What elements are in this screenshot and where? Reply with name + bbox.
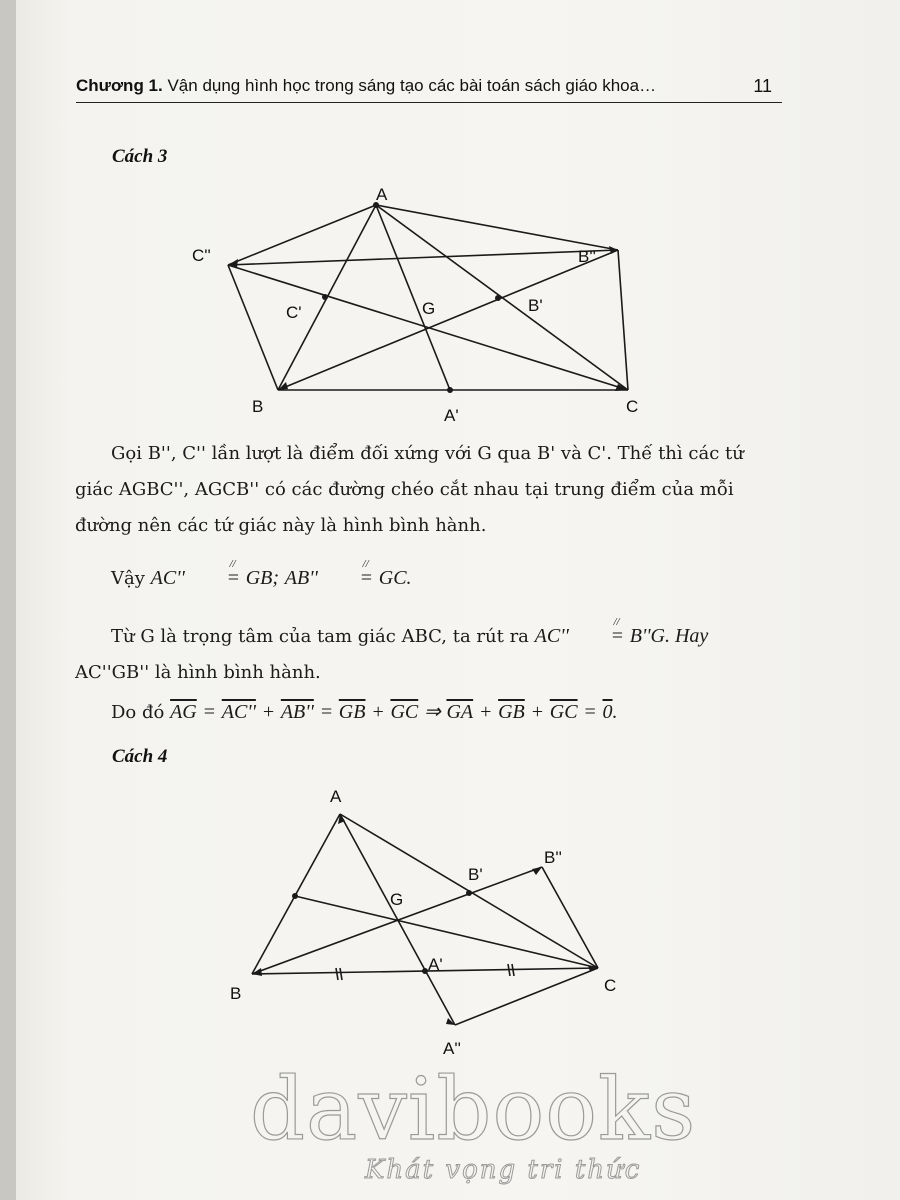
op: = xyxy=(319,701,334,723)
fig3-label-A: A xyxy=(376,185,388,204)
fig4-label-A1: A' xyxy=(428,955,443,974)
vector-GB: $\overline{GB}$ xyxy=(338,701,366,723)
op: + xyxy=(261,701,276,723)
fig4-label-A: A xyxy=(330,787,342,806)
paragraph-definition xyxy=(75,436,782,544)
eq1-left: AC'' xyxy=(150,567,185,589)
vector-AG: $\overline{AG}$ xyxy=(170,701,197,723)
fig3-label-B1: B' xyxy=(528,296,543,315)
vector-GC-2: $\overline{GC}$ xyxy=(549,701,578,723)
op: ⇒ xyxy=(423,701,441,723)
fig4-label-B: B xyxy=(230,984,242,1003)
eq2-right: GC. xyxy=(378,567,412,589)
paragraph-text: Gọi B'', C'' lần lượt là điểm đối xứng với G qua B' và C'. Thế thì các tứ giác AGBC'', AGCB'' có các đường chéo cắt nhau tại trung điểm của mỗi đường nên các tứ giác này là hình bình hành. xyxy=(75,443,744,536)
op: = xyxy=(202,701,216,723)
eq3-left: AC'' xyxy=(534,625,569,647)
paragraph-conclusion-1 xyxy=(75,560,782,597)
fig4-label-C: C xyxy=(604,976,617,995)
op: + xyxy=(371,701,385,723)
watermark-brand: davibooks xyxy=(250,1060,697,1160)
op: + xyxy=(478,701,493,723)
figure-cach-3 xyxy=(0,0,900,440)
parallel-equal-sign: // = xyxy=(610,616,624,647)
fig4-label-B2: B'' xyxy=(544,848,562,867)
vector-AB2: AB'' xyxy=(280,701,314,723)
figure-cach-4 xyxy=(0,780,900,1070)
paragraph-centroid xyxy=(75,618,782,691)
fig3-label-G: G xyxy=(422,299,436,318)
fig3-label-A1: A' xyxy=(444,406,459,425)
section-heading-cach-4: Cách 4 xyxy=(112,746,168,767)
zero-vector: 0 xyxy=(602,701,613,723)
vector-GB-2: $\overline{GB}$ xyxy=(498,701,525,723)
vector-GA: $\overline{GA}$ xyxy=(446,701,474,723)
vector-AC2: AC'' xyxy=(221,701,256,723)
fig3-label-B: B xyxy=(252,397,264,416)
fig3-label-C1: C' xyxy=(286,303,302,322)
fig4-label-G: G xyxy=(390,890,404,909)
op: . xyxy=(612,701,618,723)
parallel-equal-sign: // = xyxy=(359,558,374,589)
fig4-label-A2: A'' xyxy=(443,1039,461,1058)
fig4-label-B1: B' xyxy=(468,865,483,884)
parallel-equal-sign: // = xyxy=(226,558,240,589)
watermark-slogan: Khát vọng tri thức xyxy=(365,1155,642,1185)
fig3-label-C2: C'' xyxy=(192,246,211,265)
centroid-text: Từ G là trọng tâm của tam giác ABC, ta rút ra xyxy=(111,626,529,647)
chapter-label: Chương 1. xyxy=(76,76,163,95)
op: = xyxy=(583,701,597,723)
eq2-left: AB'' xyxy=(284,567,318,589)
page-number: 11 xyxy=(753,76,772,96)
vay-label: Vậy xyxy=(111,568,145,589)
parallelogram-text: AC''GB'' là hình bình hành. xyxy=(75,662,321,683)
eq1-right: GB; xyxy=(245,567,280,589)
fig3-label-B2: B'' xyxy=(578,247,596,266)
vector-GC: $\overline{GC}$ xyxy=(390,701,419,723)
fig3-label-C: C xyxy=(626,397,639,416)
section-heading-cach-3: Cách 3 xyxy=(112,146,168,167)
chapter-title: Vận dụng hình học trong sáng tạo các bài toán sách giáo khoa… xyxy=(167,76,657,95)
paragraph-vector-sum xyxy=(75,694,782,731)
do-do-label: Do đó xyxy=(111,702,165,723)
op: + xyxy=(530,701,545,723)
eq3-right: B''G. Hay xyxy=(629,625,709,647)
